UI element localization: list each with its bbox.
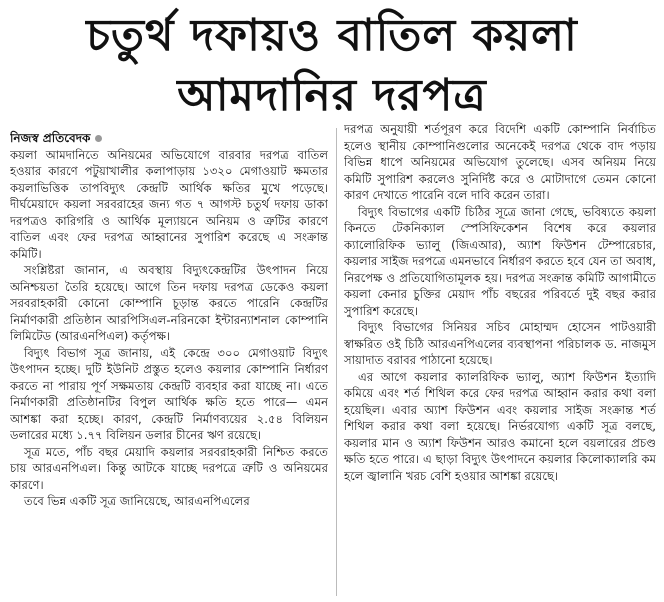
headline-line-1: চতুর্থ দফায়ও বাতিল কয়লা [86, 10, 578, 61]
byline-bullet-icon [95, 135, 102, 142]
paragraph: সূত্র মতে, পাঁচ বছর মেয়াদি কয়লার সরবরাহকারী নিশ্চিত করতে চায় আরএনপিএল। কিন্তু আটকে যাচ্ছে দরপত্রে ত্রুটি ও অনিয়মের কারণে। [10, 444, 328, 492]
headline-line-2: আমদানির দরপত্র [177, 70, 487, 121]
column-divider [336, 128, 337, 596]
paragraph: কয়লা আমদানিতে অনিয়মের অভিযোগে বারবার দরপত্র বাতিল হওয়ার কারণে পটুয়াখালীর কলাপাড়ায় ১৩২০ মেগাওয়াট ক্ষমতার কয়লাভিত্তিক তাপবিদ্যুৎ কেন্দ্রটি আর্থিক ক্ষতির মুখে পড়েছে। দীর্ঘমেয়াদে কয়লা সরবরাহের জন্য গত ৭ আগস্ট চতুর্থ দফায় ডাকা দরপত্রও কারিগরি ও আর্থিক মূল্যায়নে অনিয়ম ও ত্রুটির কারণে বাতিল এবং ফের দরপত্র আহ্বানের সুপারিশ করেছে এ সংক্রান্ত কমিটি। [10, 147, 328, 261]
paragraph: বিদ্যুৎ বিভাগের সিনিয়র সচিব মোহাম্মদ হোসেন পাটওয়ারী স্বাক্ষরিত ওই চিঠি আরএনপিএলের ব্যবস্থাপনা পরিচালক ড. নাজমুস সায়াদাত বরাবর পাঠানো হয়েছে। [344, 320, 656, 367]
paragraph: সংশ্লিষ্টরা জানান, এ অবস্থায় বিদ্যুৎকেন্দ্রটির উৎপাদন নিয়ে অনিশ্চয়তা তৈরি হয়েছে। আগে তিন দফায় দরপত্র ডেকেও কয়লা সরবরাহকারী কোনো কোম্পানি চূড়ান্ত করতে পারেনি কেন্দ্রটির নির্মাণকারী প্রতিষ্ঠান আরপিসিএল-নরিনকো ইন্টারন্যাশনাল কোম্পানি লিমিটেড (আরএনপিএল) কর্তৃপক্ষ। [10, 263, 328, 343]
paragraph: বিদ্যুৎ বিভাগের একটি চিঠির সূত্রে জানা গেছে, ভবিষ্যতে কয়লা কিনতে টেকনিক্যাল স্পেসিফিকেশন বিশেষ করে কয়লার ক্যালোরিফিক ভ্যালু (জিএআর), অ্যাশ ফিউশন টেম্পারেচার, কয়লার সাইজ দরপত্রে এমনভাবে নির্ধারণ করতে হবে যেন তা অবাধ, নিরপেক্ষ ও প্রতিযোগিতামূলক হয়। দরপত্র সংক্রান্ত কমিটি আগামীতে কয়লা কেনার চুক্তির মেয়াদ পাঁচ বছরের পরিবর্তে দুই বছর করার সুপারিশ করেছে। [344, 204, 656, 318]
headline [0, 6, 664, 126]
byline [10, 130, 328, 147]
left-column [10, 130, 328, 600]
paragraph: তবে ভিন্ন একটি সূত্র জানিয়েছে, আরএনপিএলের [24, 494, 250, 508]
paragraph: বিদ্যুৎ বিভাগ সূত্র জানায়, এই কেন্দ্রে ৩০০ মেগাওয়াট বিদ্যুৎ উৎপাদন হচ্ছে। দুটি ইউনিট প্রস্তুত হলেও কয়লার কোম্পানি নির্ধারণ করতে না পারায় পূর্ণ সক্ষমতায় কেন্দ্রটি ব্যবহার করা যাচ্ছে না। এতে নির্মাণকারী প্রতিষ্ঠানটির বিপুল আর্থিক ক্ষতি হতে পারে— এমন আশঙ্কা করা হচ্ছে। কারণ, কেন্দ্রটি নির্মাণব্যয়ের ২.৫৪ বিলিয়ন ডলারের মধ্যে ১.৭৭ বিলিয়ন ডলার চীনের ঋণ রয়েছে। [10, 345, 328, 442]
right-column [344, 121, 656, 600]
paragraph: এর আগে কয়লার ক্যালরিফিক ভ্যালু, অ্যাশ ফিউশন ইত্যাদি কমিয়ে এবং শর্ত শিথিল করে ফের দরপত্র আহ্বান করার কথা বলা হয়েছিল। এবার অ্যাশ ফিউশন এবং কয়লার সাইজ সংক্রান্ত শর্ত শিথিল করার কথা বলা হয়েছে। নির্ভরযোগ্য একটি সূত্র বলছে, কয়লার মান ও অ্যাশ ফিউশন আরও কমানো হলে বয়লারের প্রচণ্ড ক্ষতি হতে পারে। এ ছাড়া বিদ্যুৎ উৎপাদনে কয়লার কিলোক্যালরি কম হলে জ্বালানি খরচ বেশি হওয়ার আশঙ্কা রয়েছে। [344, 369, 656, 483]
byline-text: নিজস্ব প্রতিবেদক [10, 131, 91, 145]
paragraph: দরপত্র অনুযায়ী শর্তপূরণ করে বিদেশি একটি কোম্পানি নির্বাচিত হলেও স্থানীয় কোম্পানিগুলোর অনেকেই দরপত্র থেকে বাদ পড়ায় বিভিন্ন ধাপে অনিয়মের অভিযোগ তুলেছে। এসব অনিয়ম নিয়ে কমিটি সুপারিশ করলেও সুনির্দিষ্ট করে ও মোটাদাগে তেমন কোনো কারণ দেখাতে পারেনি বলে দাবি করেন তারা। [344, 122, 656, 202]
